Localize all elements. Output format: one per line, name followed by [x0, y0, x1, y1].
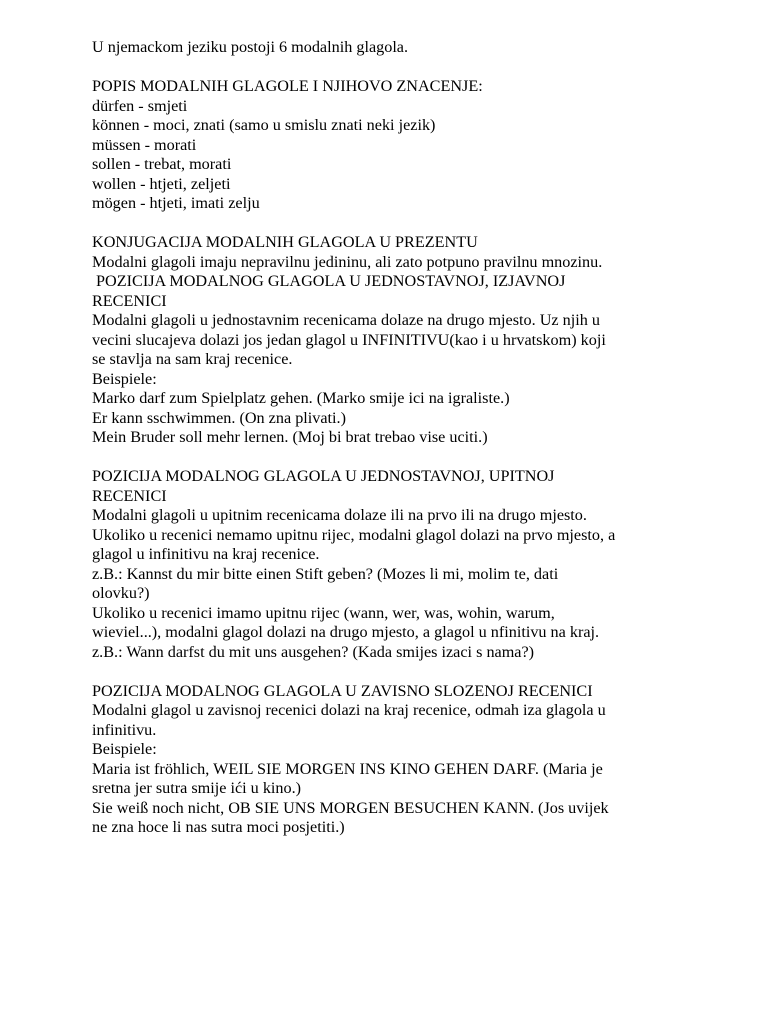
section-upitna — [92, 467, 692, 662]
example-line: Sie weiß noch nicht, OB SIE UNS MORGEN BESUCHEN KANN. (Jos uvijek — [92, 798, 609, 817]
section-heading: RECENICI — [92, 291, 167, 310]
section-heading: POZICIJA MODALNOG GLAGOLA U ZAVISNO SLOZENOJ RECENICI — [92, 681, 593, 700]
text-line: se stavlja na sam kraj recenice. — [92, 350, 293, 368]
text-line: Modalni glagoli u jednostavnim recenicama dolaze na drugo mjesto. Uz njih u — [92, 311, 600, 329]
intro-line: U njemackom jeziku postoji 6 modalnih glagola. — [92, 38, 409, 56]
paragraph-gap — [92, 662, 692, 682]
section-konjugacija — [92, 233, 692, 448]
text-line: wollen - htjeti, zeljeti — [92, 174, 231, 193]
section-zavisna — [92, 682, 692, 838]
text-line: Modalni glagoli imaju nepravilnu jedininu, ali zato potpuno pravilnu mnozinu. — [92, 252, 603, 271]
paragraph-gap — [92, 448, 692, 468]
example-line: z.B.: Kannst du mir bitte einen Stift geben? (Mozes li mi, molim te, dati — [92, 564, 559, 583]
section-heading: KONJUGACIJA MODALNIH GLAGOLA U PREZENTU — [92, 233, 478, 251]
text-line: Ukoliko u recenici nemamo upitnu rijec, modalni glagol dolazi na prvo mjesto, a — [92, 525, 616, 544]
example-line: Maria ist fröhlich, WEIL SIE MORGEN INS KINO GEHEN DARF. (Maria je — [92, 759, 603, 778]
text-line: Modalni glagoli u upitnim recenicama dolaze ili na prvo ili na drugo mjesto. — [92, 506, 587, 524]
paragraph-gap — [92, 214, 692, 234]
text-line: Beispiele: — [92, 740, 157, 758]
paragraph-gap — [92, 58, 692, 78]
example-line: sretna jer sutra smije ići u kino.) — [92, 779, 302, 797]
text-line: Ukoliko u recenici imamo upitnu rijec (wann, wer, was, wohin, warum, — [92, 603, 555, 622]
text-line: Beispiele: — [92, 369, 157, 388]
text-line: müssen - morati — [92, 135, 197, 154]
text-line: vecini slucajeva dolazi jos jedan glagol u INFINITIVU(kao i u hrvatskom) koji — [92, 330, 606, 349]
document-page — [92, 38, 692, 838]
text-line: glagol u infinitivu na kraj recenice. — [92, 545, 320, 563]
text-line: sollen - trebat, morati — [92, 155, 232, 173]
text-line: können - moci, znati (samo u smislu znati neki jezik) — [92, 116, 436, 134]
example-line: olovku?) — [92, 584, 150, 602]
text-line: wieviel...), modalni glagol dolazi na drugo mjesto, a glagol u nfinitivu na kraj. — [92, 623, 600, 641]
example-line: Er kann sschwimmen. (On zna plivati.) — [92, 408, 346, 427]
example-line: Marko darf zum Spielplatz gehen. (Marko smije ici na igraliste.) — [92, 389, 510, 407]
text-line: dürfen - smjeti — [92, 96, 188, 115]
section-popis — [92, 77, 692, 214]
example-line: z.B.: Wann darfst du mit uns ausgehen? (Kada smijes izaci s nama?) — [92, 642, 535, 661]
section-heading: RECENICI — [92, 486, 167, 505]
example-line: ne zna hoce li nas sutra moci posjetiti.) — [92, 818, 345, 836]
section-heading: POZICIJA MODALNOG GLAGOLA U JEDNOSTAVNOJ, IZJAVNOJ — [92, 272, 566, 290]
section-heading: POZICIJA MODALNOG GLAGOLA U JEDNOSTAVNOJ, UPITNOJ — [92, 467, 555, 485]
section-heading: POPIS MODALNIH GLAGOLE I NJIHOVO ZNACENJE: — [92, 77, 483, 95]
text-line: mögen - htjeti, imati zelju — [92, 194, 260, 212]
text-line: infinitivu. — [92, 720, 157, 739]
example-line: Mein Bruder soll mehr lernen. (Moj bi brat trebao vise uciti.) — [92, 428, 488, 446]
text-line: Modalni glagol u zavisnoj recenici dolazi na kraj recenice, odmah iza glagola u — [92, 701, 606, 719]
